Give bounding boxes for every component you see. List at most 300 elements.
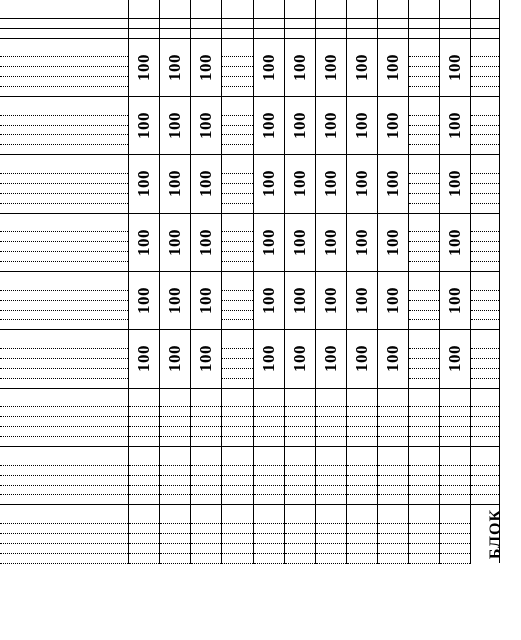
value-cell xyxy=(408,47,439,56)
illusion-value xyxy=(253,398,284,407)
section-item-row xyxy=(0,358,499,368)
value-cell xyxy=(408,203,439,213)
big-value xyxy=(377,330,408,388)
value-cell xyxy=(470,67,499,77)
dash-cell xyxy=(221,553,253,563)
number-header xyxy=(315,9,346,18)
value-cell xyxy=(408,290,439,300)
value-cell xyxy=(470,106,499,115)
section-item-row xyxy=(0,378,499,388)
dash-cell xyxy=(315,514,346,523)
section-item xyxy=(0,349,128,359)
dash-cell xyxy=(315,465,346,475)
number-header xyxy=(159,9,190,18)
big-value-text: 100 xyxy=(290,228,309,256)
illusion-value xyxy=(315,427,346,437)
dash-cell xyxy=(128,533,159,543)
spec-value xyxy=(159,18,190,28)
illusion-row xyxy=(0,398,499,407)
big-value xyxy=(190,330,221,388)
dash-cell xyxy=(221,456,253,465)
illusion-value xyxy=(253,427,284,437)
big-value-text: 100 xyxy=(352,112,371,140)
value-cell xyxy=(470,222,499,231)
dash-cell xyxy=(190,543,221,553)
dash-cell xyxy=(221,514,253,523)
dash-cell xyxy=(315,524,346,534)
dora-value xyxy=(315,28,346,38)
section-item-row xyxy=(0,232,499,242)
dash-cell xyxy=(253,456,284,465)
big-value xyxy=(253,38,284,96)
value-cell xyxy=(470,358,499,368)
dash-cell xyxy=(253,495,284,505)
section-title xyxy=(0,155,128,164)
value-cell xyxy=(470,183,499,193)
big-value-text: 100 xyxy=(196,53,215,81)
spec-value xyxy=(221,18,253,28)
big-value-text: 100 xyxy=(321,53,340,81)
illusion-value xyxy=(346,407,377,417)
dash-cell xyxy=(439,495,470,505)
big-value xyxy=(439,38,470,96)
value-cell xyxy=(470,310,499,320)
empty-cell xyxy=(221,96,253,105)
illusion-value xyxy=(190,437,221,447)
empty-cell xyxy=(408,330,439,339)
empty-cell xyxy=(408,213,439,222)
section-item xyxy=(0,125,128,135)
value-cell xyxy=(408,358,439,368)
illusion-value xyxy=(284,407,315,417)
value-cell xyxy=(221,378,253,388)
big-value-text: 100 xyxy=(352,228,371,256)
dash-cell xyxy=(408,495,439,505)
big-value xyxy=(439,271,470,329)
section-title xyxy=(0,38,128,47)
big-value-text: 100 xyxy=(165,170,184,198)
dash-cell xyxy=(221,495,253,505)
illusion-label xyxy=(0,407,128,417)
value-cell xyxy=(470,164,499,173)
big-value-text: 100 xyxy=(383,345,402,373)
illusion-value xyxy=(346,427,377,437)
section-item xyxy=(0,203,128,213)
illusion-value xyxy=(284,417,315,427)
big-value xyxy=(439,330,470,388)
illusion-value xyxy=(190,427,221,437)
dash-cell xyxy=(128,485,159,495)
dash-cell xyxy=(190,456,221,465)
big-value-text: 100 xyxy=(290,287,309,315)
value-cell xyxy=(221,252,253,262)
dash-cell xyxy=(159,553,190,563)
empty-cell xyxy=(284,388,315,397)
dash-cell xyxy=(253,533,284,543)
value-cell xyxy=(408,77,439,87)
big-value-text: 100 xyxy=(259,112,278,140)
illusion-value xyxy=(159,427,190,437)
dash-cell xyxy=(253,485,284,495)
dash-cell xyxy=(439,485,470,495)
section-item xyxy=(0,193,128,203)
empty-cell xyxy=(315,446,346,455)
section-item-row xyxy=(0,77,499,87)
dash-cell xyxy=(315,543,346,553)
value-cell xyxy=(470,87,499,97)
big-value xyxy=(284,271,315,329)
dash-cell xyxy=(377,475,408,485)
big-value-text: 100 xyxy=(259,345,278,373)
big-value-text: 100 xyxy=(383,112,402,140)
illusion-value xyxy=(221,437,253,447)
illusion-value xyxy=(159,437,190,447)
value-cell xyxy=(470,300,499,310)
empty-cell xyxy=(439,388,470,397)
dash-cell xyxy=(408,465,439,475)
big-value-text: 100 xyxy=(445,170,464,198)
dash-cell xyxy=(284,524,315,534)
section-item-row xyxy=(0,145,499,155)
empty-cell xyxy=(221,271,253,280)
value-cell xyxy=(408,349,439,359)
spec-value xyxy=(439,18,470,28)
dash-cell xyxy=(284,553,315,563)
value-cell xyxy=(470,378,499,388)
number-header xyxy=(190,9,221,18)
big-value-text: 100 xyxy=(134,287,153,315)
big-value-text: 100 xyxy=(445,287,464,315)
big-value xyxy=(159,271,190,329)
illusion-value xyxy=(221,398,253,407)
dash-cell xyxy=(253,514,284,523)
spec-label xyxy=(0,18,128,28)
value-cell xyxy=(221,77,253,87)
dash-cell xyxy=(284,485,315,495)
big-value-text: 100 xyxy=(196,345,215,373)
value-cell xyxy=(221,47,253,56)
illusion-value xyxy=(346,398,377,407)
empty-cell xyxy=(221,38,253,47)
illusion-value xyxy=(128,417,159,427)
empty-cell xyxy=(470,155,499,164)
big-value xyxy=(159,96,190,154)
combo-label xyxy=(0,533,128,543)
value-cell xyxy=(408,115,439,125)
number-header xyxy=(346,9,377,18)
dora-value xyxy=(221,28,253,38)
section-item-row xyxy=(0,135,499,145)
dash-cell xyxy=(408,533,439,543)
dash-cell xyxy=(190,485,221,495)
big-value xyxy=(253,330,284,388)
empty-cell xyxy=(159,388,190,397)
illusion-value xyxy=(408,417,439,427)
big-value-text: 100 xyxy=(445,112,464,140)
section-title xyxy=(0,96,128,105)
value-cell xyxy=(470,174,499,184)
spec-value xyxy=(408,18,439,28)
big-value xyxy=(315,330,346,388)
dash-cell xyxy=(377,456,408,465)
spec-value xyxy=(346,18,377,28)
dash-cell xyxy=(346,485,377,495)
big-value-text: 100 xyxy=(321,170,340,198)
big-value-text: 100 xyxy=(165,53,184,81)
value-cell xyxy=(470,349,499,359)
dash-cell xyxy=(346,475,377,485)
empty-cell xyxy=(253,505,284,514)
empty-cell xyxy=(408,388,439,397)
empty-cell xyxy=(346,505,377,514)
streams2-row xyxy=(0,495,499,505)
section-item xyxy=(0,135,128,145)
dash-cell xyxy=(284,495,315,505)
dora-value xyxy=(159,28,190,38)
big-value xyxy=(284,213,315,271)
dash-cell xyxy=(284,475,315,485)
big-value-text: 100 xyxy=(290,170,309,198)
big-value-text: 100 xyxy=(352,170,371,198)
value-cell xyxy=(408,300,439,310)
dash-cell xyxy=(221,485,253,495)
value-cell xyxy=(408,145,439,155)
value-cell xyxy=(470,252,499,262)
big-value xyxy=(439,155,470,213)
name-header xyxy=(253,0,284,9)
dash-cell xyxy=(408,514,439,523)
big-value xyxy=(159,330,190,388)
section-item-row xyxy=(0,300,499,310)
section-item xyxy=(0,57,128,67)
big-value xyxy=(253,155,284,213)
spec-value xyxy=(128,18,159,28)
illusion-value xyxy=(408,407,439,417)
section-item xyxy=(0,281,128,290)
number-header xyxy=(221,9,253,18)
big-value xyxy=(284,96,315,154)
big-value-text: 100 xyxy=(259,228,278,256)
value-cell xyxy=(221,310,253,320)
dash-cell xyxy=(128,475,159,485)
empty-cell xyxy=(470,271,499,280)
big-value xyxy=(128,271,159,329)
dash-cell xyxy=(346,543,377,553)
empty-cell xyxy=(470,96,499,105)
big-value xyxy=(377,38,408,96)
big-value xyxy=(377,96,408,154)
illusion-value xyxy=(128,407,159,417)
section-item-row xyxy=(0,349,499,359)
illusion-value xyxy=(159,398,190,407)
empty-cell xyxy=(128,446,159,455)
big-value xyxy=(439,213,470,271)
value-cell xyxy=(221,183,253,193)
number-header xyxy=(284,9,315,18)
illusion-label xyxy=(0,417,128,427)
dash-cell xyxy=(190,495,221,505)
spec-value xyxy=(315,18,346,28)
empty-cell xyxy=(377,388,408,397)
section-item xyxy=(0,115,128,125)
big-value xyxy=(315,38,346,96)
dash-cell xyxy=(377,465,408,475)
section-item-row xyxy=(0,106,499,115)
section-title xyxy=(0,388,128,397)
big-value-text: 100 xyxy=(383,170,402,198)
big-value-text: 100 xyxy=(134,112,153,140)
big-value-text: 100 xyxy=(352,287,371,315)
dash-cell xyxy=(408,485,439,495)
dash-cell xyxy=(221,524,253,534)
illusion-value xyxy=(439,398,470,407)
combo-label xyxy=(0,543,128,553)
value-cell xyxy=(408,310,439,320)
big-value-text: 100 xyxy=(196,228,215,256)
combo-label xyxy=(0,553,128,563)
dash-cell xyxy=(159,524,190,534)
value-cell xyxy=(221,290,253,300)
illusion-value xyxy=(190,398,221,407)
dash-cell xyxy=(315,495,346,505)
empty-cell xyxy=(470,330,499,339)
big-value-text: 100 xyxy=(165,345,184,373)
big-value-text: 100 xyxy=(321,228,340,256)
spec-row xyxy=(0,18,499,28)
dash-cell xyxy=(221,475,253,485)
illusion-value xyxy=(470,407,499,417)
combo-row xyxy=(0,524,499,534)
dash-cell xyxy=(408,456,439,465)
number-header xyxy=(253,9,284,18)
section-title xyxy=(0,213,128,222)
illusion-label xyxy=(0,427,128,437)
section-item xyxy=(0,339,128,348)
section-title-row xyxy=(0,213,499,222)
value-cell xyxy=(221,358,253,368)
illusion-value xyxy=(284,437,315,447)
dash-cell xyxy=(284,543,315,553)
value-cell xyxy=(408,57,439,67)
empty-cell xyxy=(128,505,159,514)
empty-cell xyxy=(315,505,346,514)
value-cell xyxy=(470,115,499,125)
name-header xyxy=(439,0,470,9)
big-value xyxy=(190,155,221,213)
illusion-value xyxy=(284,398,315,407)
big-value xyxy=(159,213,190,271)
value-cell xyxy=(470,290,499,300)
spec-value xyxy=(284,18,315,28)
empty-cell xyxy=(346,446,377,455)
name-header xyxy=(128,0,159,9)
section-item xyxy=(0,67,128,77)
illusion-label xyxy=(0,437,128,447)
streams2-item xyxy=(0,456,128,465)
dash-cell xyxy=(253,553,284,563)
value-cell xyxy=(408,222,439,231)
dash-cell xyxy=(284,456,315,465)
value-cell xyxy=(221,67,253,77)
value-cell xyxy=(408,125,439,135)
dash-cell xyxy=(439,475,470,485)
dash-cell xyxy=(159,514,190,523)
name-header xyxy=(159,0,190,9)
value-cell xyxy=(408,281,439,290)
spec-value xyxy=(253,18,284,28)
empty-cell xyxy=(408,155,439,164)
big-value xyxy=(190,271,221,329)
value-cell xyxy=(408,135,439,145)
streams2-item xyxy=(0,485,128,495)
big-value xyxy=(346,155,377,213)
dash-cell xyxy=(159,456,190,465)
big-value xyxy=(253,213,284,271)
big-value-text: 100 xyxy=(259,170,278,198)
dash-cell xyxy=(159,543,190,553)
section-item-row xyxy=(0,262,499,272)
illusion-value xyxy=(315,407,346,417)
illusion-value xyxy=(439,427,470,437)
empty-cell xyxy=(315,388,346,397)
big-value-text: 100 xyxy=(259,53,278,81)
dash-cell xyxy=(315,475,346,485)
streams2-item xyxy=(0,475,128,485)
section-item-row xyxy=(0,368,499,378)
section-item-row xyxy=(0,164,499,173)
section-title xyxy=(0,330,128,339)
value-cell xyxy=(408,174,439,184)
value-cell xyxy=(470,281,499,290)
big-value-text: 100 xyxy=(290,53,309,81)
value-cell xyxy=(470,77,499,87)
value-cell xyxy=(470,339,499,348)
illusion-value xyxy=(470,437,499,447)
illusion-value xyxy=(439,407,470,417)
big-value xyxy=(284,38,315,96)
big-value-text: 100 xyxy=(290,112,309,140)
dash-cell xyxy=(439,465,470,475)
dash-cell xyxy=(439,524,470,534)
big-value xyxy=(346,213,377,271)
dash-cell xyxy=(190,553,221,563)
dora-value xyxy=(439,28,470,38)
streams2-row xyxy=(0,485,499,495)
big-value xyxy=(190,38,221,96)
illusion-value xyxy=(439,417,470,427)
big-value-text: 100 xyxy=(321,287,340,315)
dash-cell xyxy=(315,533,346,543)
empty-cell xyxy=(470,446,499,455)
big-value-text: 100 xyxy=(321,345,340,373)
dash-cell xyxy=(377,514,408,523)
dora-value xyxy=(128,28,159,38)
dash-cell xyxy=(439,553,470,563)
section-item xyxy=(0,242,128,252)
streams2-row xyxy=(0,465,499,475)
empty-cell xyxy=(408,271,439,280)
big-value xyxy=(284,155,315,213)
big-value-text: 100 xyxy=(165,112,184,140)
illusion-value xyxy=(315,398,346,407)
dash-cell xyxy=(128,514,159,523)
section-item-row xyxy=(0,320,499,330)
illusion-value xyxy=(221,427,253,437)
name-header xyxy=(408,0,439,9)
value-cell xyxy=(408,183,439,193)
value-cell xyxy=(470,57,499,67)
streams2-row xyxy=(0,456,499,465)
